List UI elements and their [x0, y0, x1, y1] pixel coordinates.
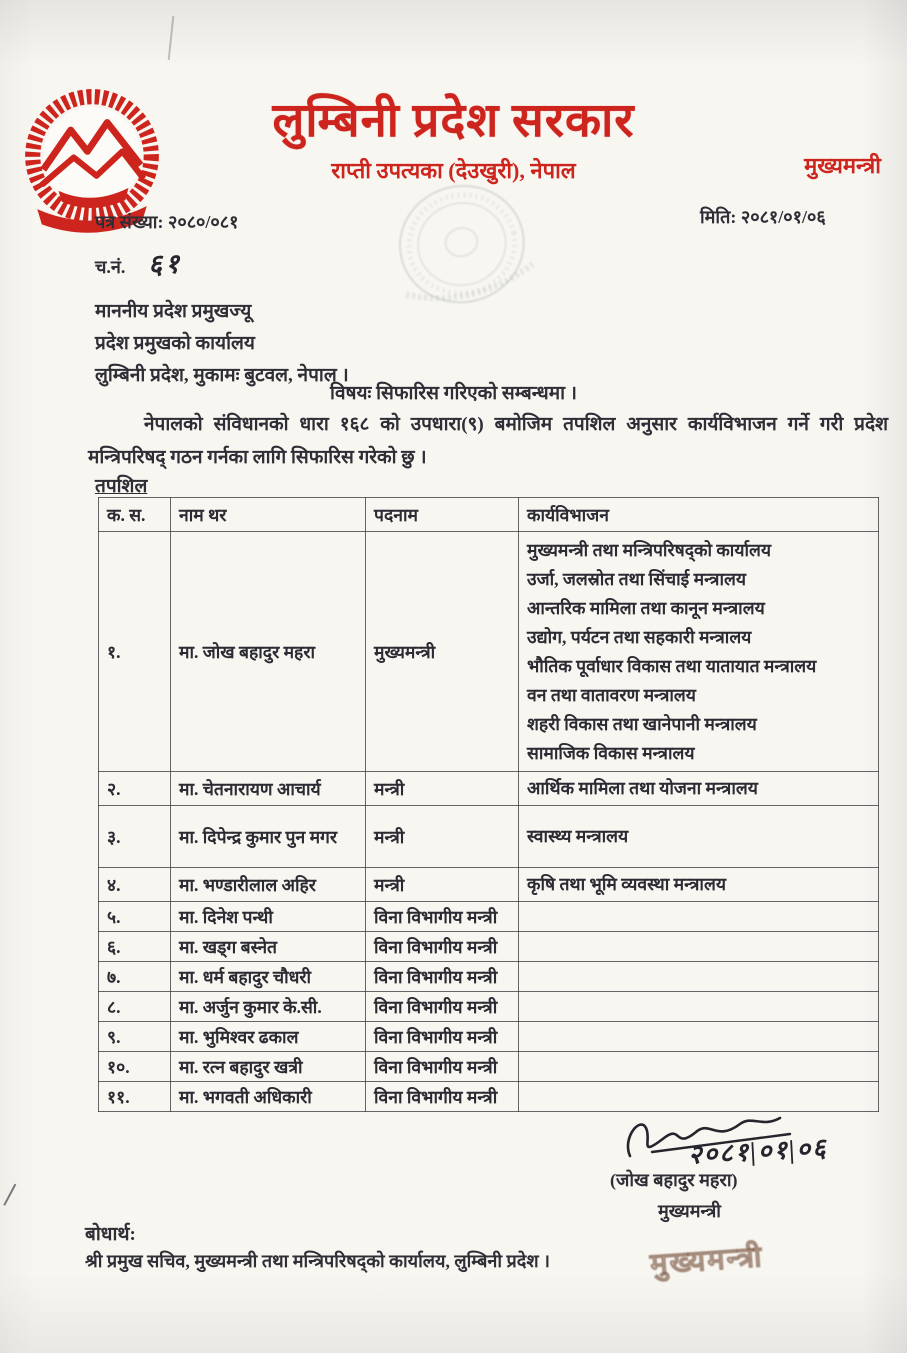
cell-serial: २. — [99, 772, 171, 806]
cell-portfolios — [519, 772, 879, 806]
date-label: मिति: — [700, 207, 737, 227]
cell-name: मा. भुमिश्वर ढकाल — [171, 1022, 366, 1052]
government-title: लुम्बिनी प्रदेश सरकार — [272, 95, 635, 147]
table-row — [99, 962, 879, 992]
portfolio-line: भौतिक पूर्वाधार विकास तथा यातायात मन्त्रालय — [527, 655, 817, 676]
portfolio-line: उर्जा, जलस्रोत तथा सिंचाई मन्त्रालय — [527, 568, 746, 589]
signature-handwritten-date: २०८१|०१|०६ — [687, 1133, 829, 1170]
date-value: २०८१/०१/०६ — [740, 207, 826, 227]
cell-position: मुख्यमन्त्री — [366, 532, 519, 772]
column-header: कार्यविभाजन — [519, 498, 879, 532]
letter-number-value: २०८०/०८१ — [167, 212, 239, 232]
cell-portfolios — [519, 806, 879, 868]
cell-name: मा. जोख बहादुर महरा — [171, 532, 366, 772]
cc-label: बोधार्थ: — [85, 1224, 136, 1245]
table-row — [99, 532, 879, 772]
cell-serial: ९. — [99, 1022, 171, 1052]
government-address: राप्ती उपत्यका (देउखुरी), नेपाल — [331, 158, 576, 183]
cell-portfolios — [519, 1052, 879, 1082]
cell-portfolios — [519, 992, 879, 1022]
portfolio-line: वन तथा वातावरण मन्त्रालय — [527, 684, 696, 705]
letter-number-line — [95, 210, 239, 234]
cell-portfolios — [519, 1022, 879, 1052]
cell-position: विना विभागीय मन्त्री — [366, 1082, 519, 1112]
portfolio-line: उद्योग, पर्यटन तथा सहकारी मन्त्रालय — [527, 626, 752, 647]
scan-pen-mark — [168, 16, 175, 60]
table-row — [99, 868, 879, 902]
ministers-table — [98, 497, 879, 1112]
cell-name: मा. चेतनारायण आचार्य — [171, 772, 366, 806]
cell-position: विना विभागीय मन्त्री — [366, 962, 519, 992]
table-row — [99, 1022, 879, 1052]
cell-serial: ११. — [99, 1082, 171, 1112]
table-row — [99, 932, 879, 962]
cell-name: मा. दिपेन्द्र कुमार पुन मगर — [171, 806, 366, 868]
portfolio-line: आन्तरिक मामिला तथा कानून मन्त्रालय — [527, 597, 765, 618]
cell-name: मा. दिनेश पन्थी — [171, 902, 366, 932]
table-row — [99, 1052, 879, 1082]
cell-position: मन्त्री — [366, 868, 519, 902]
cell-serial: १०. — [99, 1052, 171, 1082]
cell-name: मा. रत्न बहादुर खत्री — [171, 1052, 366, 1082]
column-header: क. स. — [99, 498, 171, 532]
cell-name: मा. खड्ग बस्नेत — [171, 932, 366, 962]
portfolio-line: आर्थिक मामिला तथा योजना मन्त्रालय — [527, 778, 758, 798]
cell-serial: ४. — [99, 868, 171, 902]
portfolio-line: कृषि तथा भूमि व्यवस्था मन्त्रालय — [527, 874, 726, 894]
table-body — [99, 532, 879, 1112]
cell-position: विना विभागीय मन्त्री — [366, 1052, 519, 1082]
cell-name: मा. अर्जुन कुमार के.सी. — [171, 992, 366, 1022]
column-header: पदनाम — [366, 498, 519, 532]
portfolio-line: शहरी विकास तथा खानेपानी मन्त्रालय — [527, 713, 757, 734]
table-row — [99, 1082, 879, 1112]
signatory-name: (जोख बहादुर महरा) — [610, 1170, 738, 1190]
cell-position: मन्त्री — [366, 806, 519, 868]
recipient-line: माननीय प्रदेश प्रमुखज्यू — [95, 301, 252, 322]
dispatch-number-label: च.नं. — [95, 257, 126, 277]
recipient-line: प्रदेश प्रमुखको कार्यालय — [95, 333, 255, 354]
cell-portfolios — [519, 1082, 879, 1112]
cell-serial: ७. — [99, 962, 171, 992]
portfolio-line: सामाजिक विकास मन्त्रालय — [527, 742, 695, 763]
cell-position: विना विभागीय मन्त्री — [366, 1022, 519, 1052]
cell-portfolios — [519, 932, 879, 962]
table-row — [99, 992, 879, 1022]
cc-line: श्री प्रमुख सचिव, मुख्यमन्त्री तथा मन्त्रिपरिषद्को कार्यालय, लुम्बिनी प्रदेश । — [85, 1251, 550, 1271]
cell-name: मा. भगवती अधिकारी — [171, 1082, 366, 1112]
portfolio-line: मुख्यमन्त्री तथा मन्त्रिपरिषद्को कार्यालय — [527, 539, 772, 560]
cell-name: मा. धर्म बहादुर चौधरी — [171, 962, 366, 992]
cell-serial: ८. — [99, 992, 171, 1022]
table-header-row — [99, 498, 879, 532]
cell-serial: १. — [99, 532, 171, 772]
table-row — [99, 772, 879, 806]
cell-position: विना विभागीय मन्त्री — [366, 992, 519, 1022]
date-line — [700, 205, 826, 229]
signatory-designation: मुख्यमन्त्री — [658, 1201, 721, 1221]
cell-position: मन्त्री — [366, 772, 519, 806]
cell-serial: ३. — [99, 806, 171, 868]
recipient-line: लुम्बिनी प्रदेश, मुकामः बुटवल, नेपाल । — [95, 365, 349, 386]
cell-portfolios — [519, 902, 879, 932]
office-title: मुख्यमन्त्री — [804, 153, 881, 178]
cell-serial: ६. — [99, 932, 171, 962]
official-seal-watermark — [356, 164, 570, 336]
recipient-block — [95, 296, 349, 392]
schedule-heading: तपशिल — [95, 476, 148, 497]
column-header: नाम थर — [171, 498, 366, 532]
cell-position: विना विभागीय मन्त्री — [366, 932, 519, 962]
table-row — [99, 806, 879, 868]
cm-ink-stamp: मुख्यमन्त्री — [649, 1241, 765, 1281]
dispatch-number-value: ६१ — [147, 248, 183, 280]
cell-position: विना विभागीय मन्त्री — [366, 902, 519, 932]
cell-name: मा. भण्डारीलाल अहिर — [171, 868, 366, 902]
scan-pen-mark — [3, 1184, 28, 1213]
table-row — [99, 902, 879, 932]
cell-serial: ५. — [99, 902, 171, 932]
letter-number-label: पत्र संख्या: — [95, 212, 164, 232]
cell-portfolios — [519, 532, 879, 772]
dispatch-number-line — [95, 244, 182, 281]
subject-line: विषयः सिफारिस गरिएको सम्बन्धमा । — [330, 383, 577, 404]
portfolio-line: स्वास्थ्य मन्त्रालय — [527, 826, 629, 846]
cell-portfolios — [519, 868, 879, 902]
cell-portfolios — [519, 962, 879, 992]
body-paragraph: नेपालको संविधानको धारा १६८ को उपधारा(९) बमोजिम तपशिल अनुसार कार्यविभाजन गर्ने गरी प्रदेश मन्त्रिपरिषद् गठन गर्नका लागि सिफारिस गरेको छु । — [88, 414, 888, 468]
